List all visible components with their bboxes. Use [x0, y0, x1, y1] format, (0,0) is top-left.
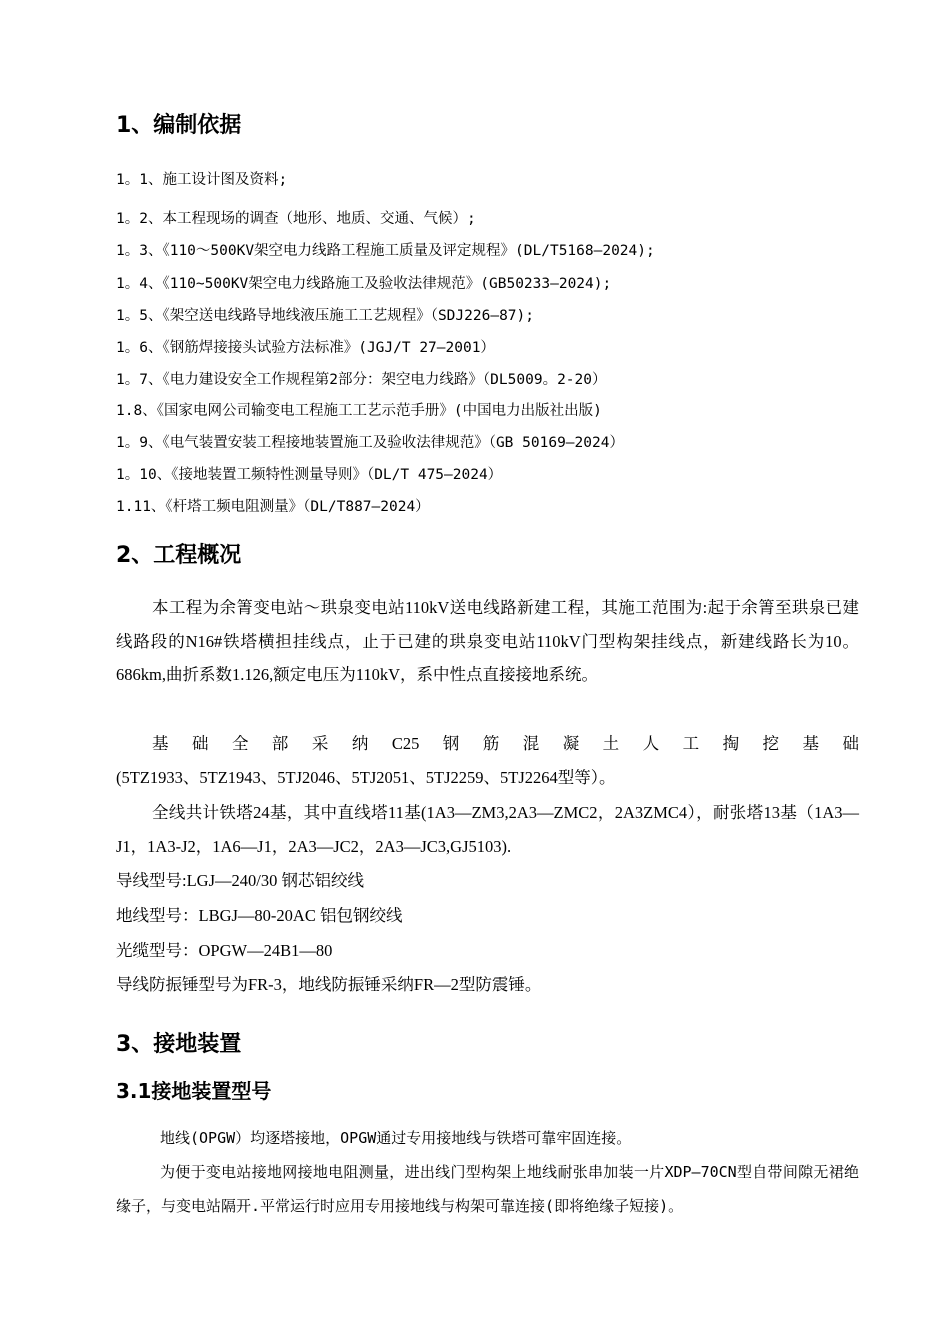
- ground-wire-type: 地线型号：LBGJ—80-20AC 铝包钢绞线: [116, 906, 403, 925]
- reference-item-7: 1。7、《电力建设安全工作规程第2部分：架空电力线路》（DL5009。2-20）: [116, 372, 607, 388]
- damper-type: 导线防振锤型号为FR-3，地线防振锤采纳FR—2型防震锤。: [116, 975, 542, 994]
- grounding-paragraph-2: 为便于变电站接地网接地电阻测量，进出线门型构架上地线耐张串加装一片XDP—70CN型自带间隙无裙绝缘子，与变电站隔开.平常运行时应用专用接地线与构架可靠连接(即将绝缘子短接)。: [116, 1163, 859, 1215]
- section-3-heading: 3、接地装置: [116, 1032, 242, 1057]
- overview-foundation-line-1: 基础全部采纳C25钢筋混凝土人工掏挖基础: [152, 734, 859, 753]
- optical-cable-type: 光缆型号：OPGW—24B1—80: [116, 941, 333, 960]
- conductor-type: 导线型号:LGJ—240/30 钢芯铝绞线: [116, 871, 364, 890]
- overview-towers-paragraph: 全线共计铁塔24基，其中直线塔11基(1A3—ZM3,2A3—ZMC2，2A3ZMC4），耐张塔13基（1A3—J1，1A3-J2，1A6—J1，2A3—JC2，2A3—JC3,GJ5103).: [116, 803, 859, 856]
- reference-item-9: 1。9、《电气装置安装工程接地装置施工及验收法律规范》（GB 50169—2024）: [116, 435, 624, 451]
- reference-item-5: 1。5、《架空送电线路导地线液压施工工艺规程》（SDJ226—87);: [116, 308, 534, 324]
- reference-item-3: 1。3、《110～500KV架空电力线路工程施工质量及评定规程》(DL/T5168—2024);: [116, 243, 655, 259]
- overview-paragraph-1: 本工程为余箐变电站～珙泉变电站110kV送电线路新建工程，其施工范围为:起于余箐至珙泉已建线路段的N16#铁塔横担挂线点，止于已建的珙泉变电站110kV门型构架挂线点，新建线路长为10。686km,曲折系数1.126,额定电压为110kV，系中性点直接接地系统。: [116, 598, 859, 684]
- overview-foundation-line-2: (5TZ1933、5TZ1943、5TJ2046、5TJ2051、5TJ2259、5TJ2264型等）。: [116, 768, 616, 787]
- reference-item-1: 1。1、施工设计图及资料;: [116, 172, 288, 188]
- reference-item-6: 1。6、《钢筋焊接接头试验方法标准》(JGJ/T 27—2001）: [116, 340, 495, 356]
- reference-item-11: 1.11、《杆塔工频电阻测量》（DL/T887—2024）: [116, 499, 430, 515]
- section-1-heading: 1、编制依据: [116, 113, 242, 138]
- section-2-heading: 2、工程概况: [116, 543, 242, 568]
- reference-item-8: 1.8、《国家电网公司输变电工程施工工艺示范手册》(中国电力出版社出版): [116, 403, 602, 419]
- reference-item-10: 1。10、《接地装置工频特性测量导则》（DL/T 475—2024）: [116, 467, 503, 483]
- grounding-paragraph-1: 地线(OPGW）均逐塔接地，OPGW通过专用接地线与铁塔可靠牢固连接。: [160, 1129, 632, 1147]
- section-3-1-heading: 3.1接地装置型号: [116, 1079, 272, 1103]
- reference-item-2: 1。2、本工程现场的调查（地形、地质、交通、气候）;: [116, 211, 476, 227]
- reference-item-4: 1。4、《110~500KV架空电力线路施工及验收法律规范》(GB50233—2024);: [116, 276, 612, 292]
